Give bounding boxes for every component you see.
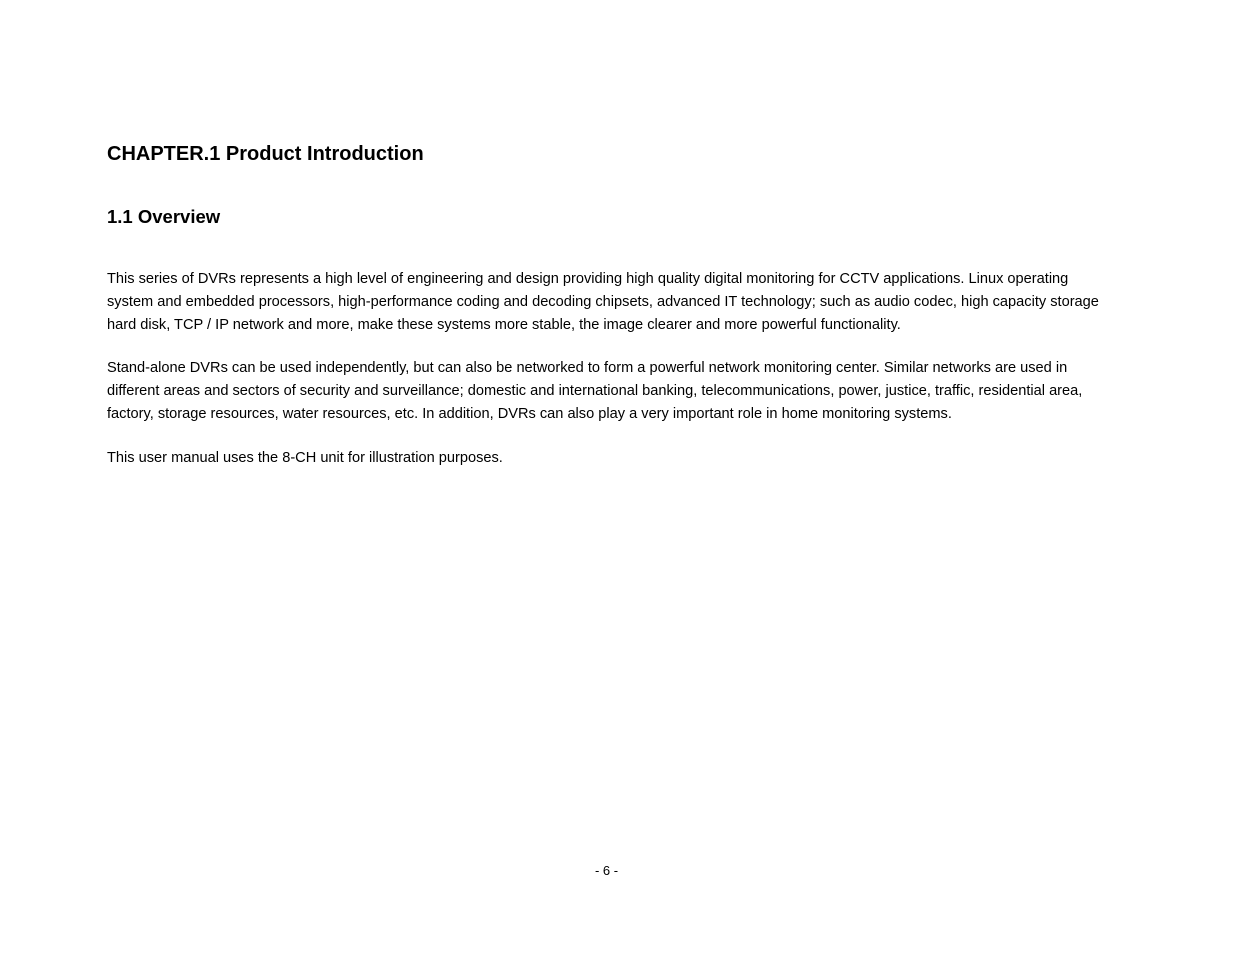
overview-paragraph-1: This series of DVRs represents a high level of engineering and design providing high quality digital monitoring for CCTV applications. Linux operating system and embedded processors, high-performance coding and decoding chipsets, advanced IT technology; such as audio codec, high capacity storage hard disk, TCP / IP network and more, make these systems more stable, the image clearer and more powerful functionality.: [107, 271, 1099, 333]
overview-paragraph-2: Stand-alone DVRs can be used independently, but can also be networked to form a powerful network monitoring center. Similar networks are used in different areas and sectors of security and surveillance; domestic and international banking, telecommunications, power, justice, traffic, residential area, factory, storage resources, water resources, etc. In addition, DVRs can also play a very important role in home monitoring systems.: [107, 360, 1083, 422]
chapter-title: CHAPTER.1 Product Introduction: [107, 143, 424, 165]
overview-paragraph-3: This user manual uses the 8-CH unit for illustration purposes.: [107, 450, 503, 466]
section-title: 1.1 Overview: [107, 206, 221, 227]
page-content: [107, 140, 1117, 470]
page-number: - 6 -: [594, 863, 619, 878]
